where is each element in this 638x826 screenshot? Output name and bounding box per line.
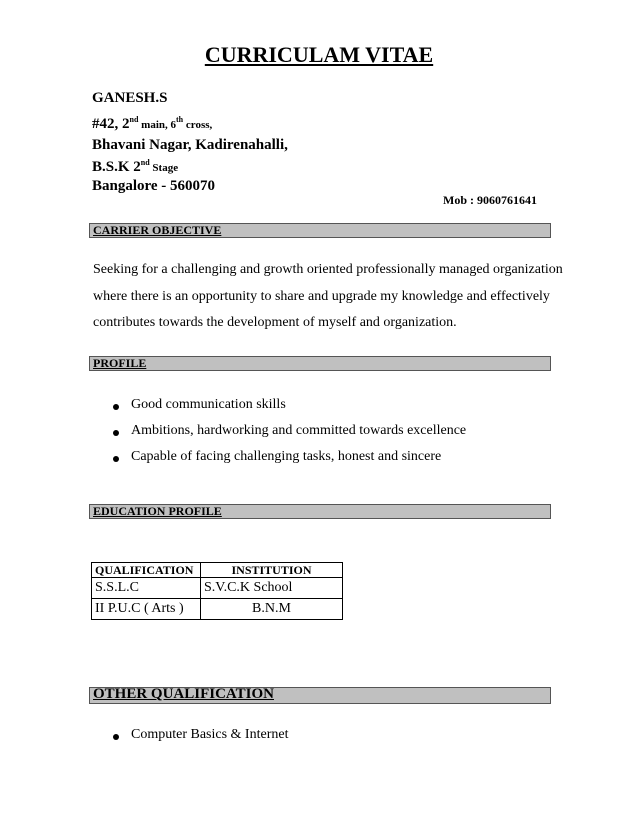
other-list [113,727,288,743]
page-title: CURRICULAM VITAE [204,42,434,67]
education-heading-bar [89,504,551,519]
table-cell: S.S.L.C [92,578,201,599]
list-item: Computer Basics & Internet [113,727,288,743]
objective-heading-bar [89,223,551,238]
address-line-1: #42, 2nd main, 6th cross, [92,115,213,132]
list-item: Good communication skills [113,397,466,413]
list-item: Ambitions, hardworking and committed towards excellence [113,423,466,439]
table-cell: S.V.C.K School [201,578,343,599]
header-qualification: QUALIFICATION [92,563,201,578]
profile-heading-bar [89,356,551,371]
header-institution: INSTITUTION [201,563,343,578]
table-row [92,599,343,620]
table-row [92,578,343,599]
objective-text: Seeking for a challenging and growth oriented professionally managed organization where there is an opportunity to share and upgrade my knowledge and effectively contributes towards the development of myself and organization. [93,262,563,330]
education-heading: EDUCATION PROFILE [93,504,222,518]
objective-heading: CARRIER OBJECTIVE [93,223,222,237]
mobile-number: Mob : 9060761641 [443,193,537,207]
address-line-2: Bhavani Nagar, Kadirenahalli, [92,137,288,153]
table-cell: II P.U.C ( Arts ) [92,599,201,620]
candidate-name: GANESH.S [92,90,168,106]
address-line-4: Bangalore - 560070 [92,178,216,194]
list-item: Capable of facing challenging tasks, honest and sincere [113,449,466,465]
other-heading: OTHER QUALIFICATION [93,686,274,702]
profile-heading: PROFILE [93,356,147,370]
other-heading-bar [89,687,551,704]
table-header-row [92,563,343,578]
address-line-3: B.S.K 2nd Stage [92,158,179,175]
table-cell: B.N.M [201,599,343,620]
profile-list [113,397,466,465]
education-table [91,562,343,620]
